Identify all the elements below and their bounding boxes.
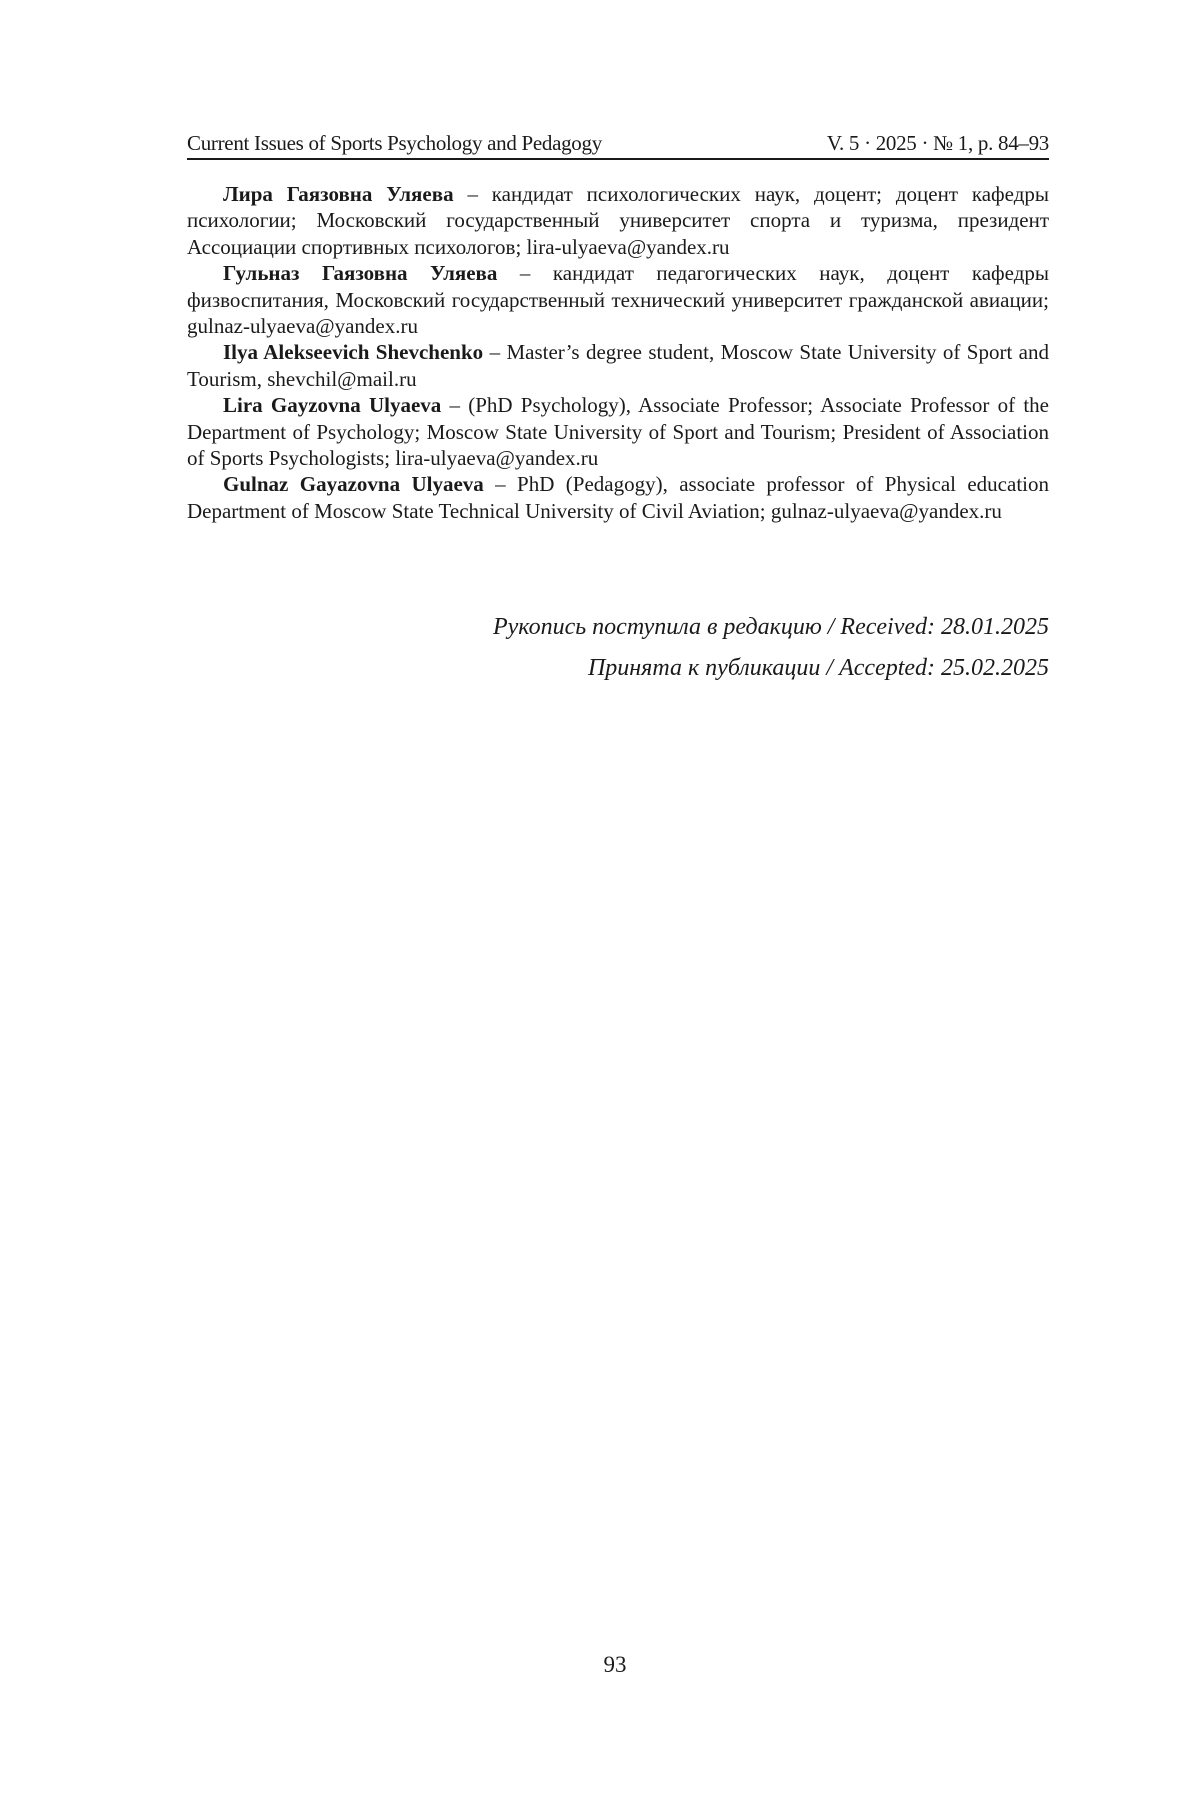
running-header — [187, 128, 1049, 160]
author-name: Лира Гаязовна Уляева — [223, 182, 454, 206]
author-name: Gulnaz Gayazovna Ulyaeva — [223, 472, 484, 497]
author-name: Ilya Alekseevich Shevchenko — [223, 340, 484, 365]
author-entry — [187, 181, 1049, 260]
author-details: – Master’s degree student, Moscow State University of Sport and Tourism, shevchil@mail.ru — [187, 340, 1049, 391]
author-info-section — [187, 181, 1049, 524]
author-details: – кандидат педагогических наук, доцент кафедры физвоспитания, Московский государственный технический университет гражданской авиации; gulnaz-ulyaeva@yandex.ru — [187, 261, 1049, 339]
author-name: Гульназ Гаязовна Уляева — [223, 261, 498, 286]
accepted-date: Принята к публикации / Accepted: 25.02.2025 — [587, 655, 1049, 681]
author-entry — [187, 339, 1049, 392]
author-entry — [187, 260, 1049, 339]
author-entry — [187, 392, 1049, 471]
author-details: – кандидат психологических наук, доцент; доцент кафедры психологии; Московский государственный университет спорта и туризма, президент Ассоциации спортивных психологов; lira-ulyaeva@yandex.ru — [187, 182, 1049, 259]
received-date: Рукопись поступила в редакцию / Received: 28.01.2025 — [492, 614, 1049, 640]
issue-info: V. 5 · 2025 · № 1, p. 84–93 — [826, 131, 1049, 155]
journal-title: Current Issues of Sports Psychology and Pedagogy — [187, 131, 602, 155]
manuscript-dates — [187, 607, 1049, 689]
author-details: – PhD (Pedagogy), associate professor of Physical education Department of Moscow State Technical University of Civil Aviation; gulnaz-ulyaeva@yandex.ru — [187, 472, 1049, 523]
author-name: Lira Gayzovna Ulyaeva — [223, 393, 442, 418]
author-details: – (PhD Psychology), Associate Professor; Associate Professor of the Department of Psychology; Moscow State University of Sport and Tourism; President of Association of Sports Psychologists; lira-ulyaeva@yandex.ru — [187, 393, 1049, 471]
author-entry — [187, 471, 1049, 524]
page-number: 93 — [603, 1652, 627, 1677]
